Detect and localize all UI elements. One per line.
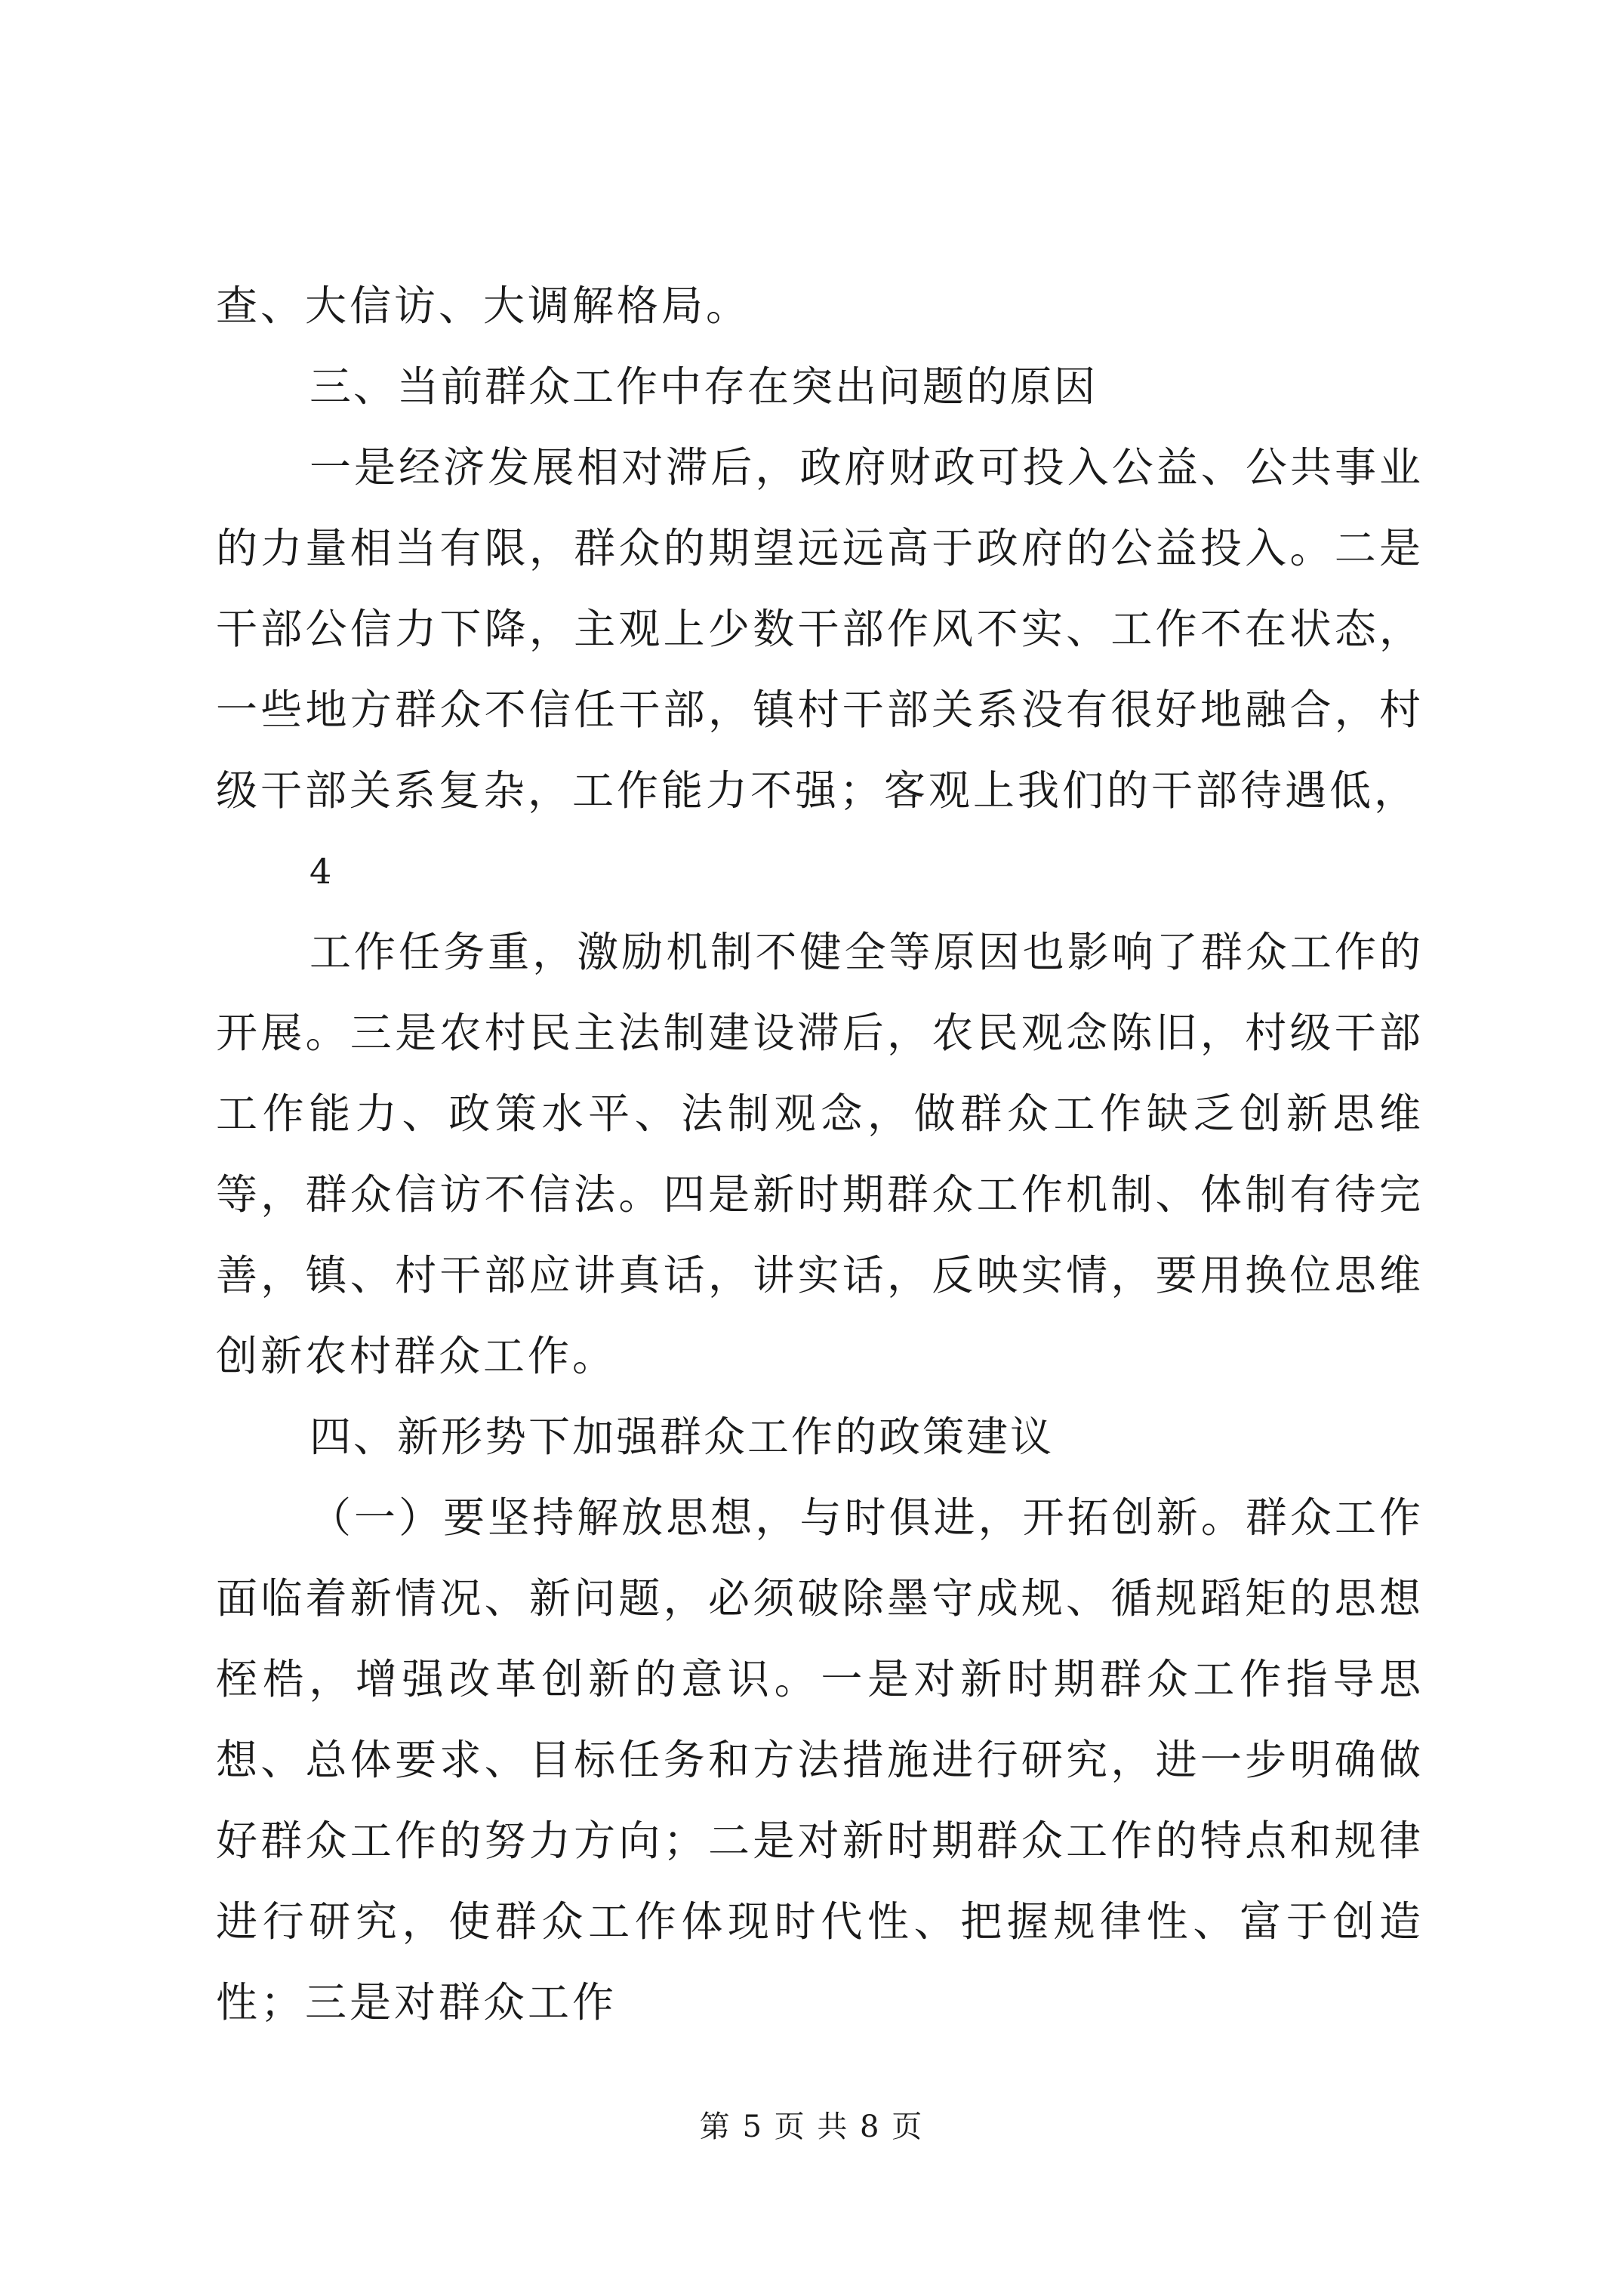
paragraph-causes-continued: 工作任务重，激励机制不健全等原因也影响了群众工作的开展。三是农村民主法制建设滞后，农民观念陈旧，村级干部工作能力、政策水平、法制观念，做群众工作缺乏创新思维等，群众信访不信法。四是新时期群众工作机制、体制有待完善，镇、村干部应讲真话，讲实话，反映实情，要用换位思维创新农村群众工作。 (216, 928, 1424, 1380)
document-body (216, 266, 1424, 2043)
paragraph-suggestion-1: （一）要坚持解放思想，与时俱进，开拓创新。群众工作面临着新情况、新问题，必须破除墨守成规、循规蹈矩的思想桎梏，增强改革创新的意识。一是对新时期群众工作指导思想、总体要求、目标任务和方法措施进行研究，进一步明确做好群众工作的努力方向；二是对新时期群众工作的特点和规律进行研究，使群众工作体现时代性、把握规律性、富于创造性；三是对群众工作 (216, 1493, 1424, 2026)
section-heading-3: 三、当前群众工作中存在突出问题的原因 (310, 362, 1098, 411)
inline-page-number: 4 (310, 851, 332, 892)
page-footer: 第 5 页 共 8 页 (699, 2110, 924, 2144)
section-heading-4: 四、新形势下加强群众工作的政策建议 (310, 1413, 1055, 1461)
paragraph-causes: 一是经济发展相对滞后，政府财政可投入公益、公共事业的力量相当有限，群众的期望远远高于政府的公益投入。二是干部公信力下降，主观上少数干部作风不实、工作不在状态，一些地方群众不信任干部，镇村干部关系没有很好地融合，村级干部关系复杂，工作能力不强；客观上我们的干部待遇低， (216, 443, 1424, 815)
paragraph-continuation: 查、大信访、大调解格局。 (216, 282, 751, 330)
